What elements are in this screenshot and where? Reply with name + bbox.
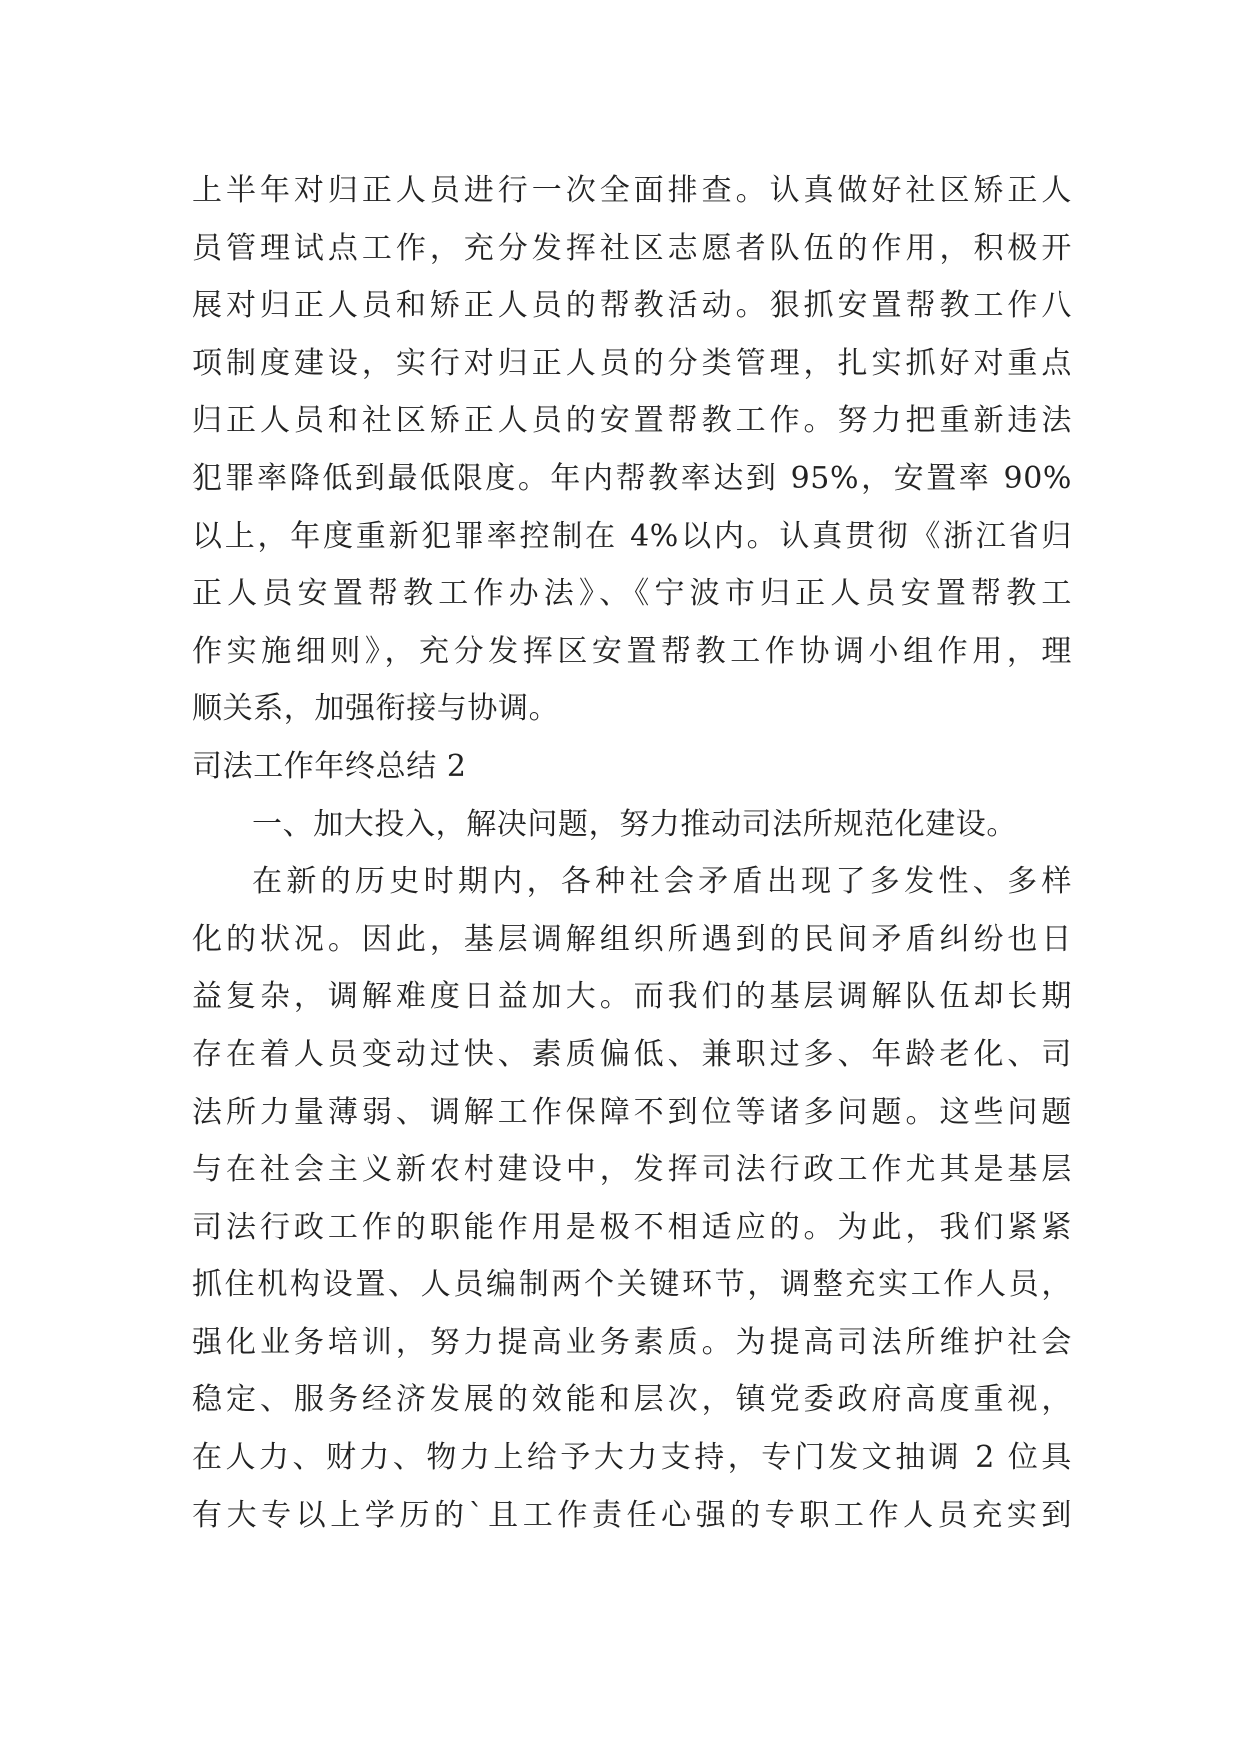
text-line: 存在着人员变动过快、素质偏低、兼职过多、年龄老化、司	[192, 1036, 1072, 1072]
text-line: 抓住机构设置、人员编制两个关键环节，调整充实工作人员，	[192, 1267, 1072, 1303]
text-line: 员管理试点工作，充分发挥社区志愿者队伍的作用，积极开	[192, 230, 1072, 266]
document-body	[192, 162, 1072, 1544]
text-line: 归正人员和社区矫正人员的安置帮教工作。努力把重新违法	[192, 403, 1072, 439]
text-line: 作实施细则》，充分发挥区安置帮教工作协调小组作用，理	[192, 633, 1072, 669]
text-line: 在人力、财力、物力上给予大力支持，专门发文抽调 2 位具	[192, 1440, 1072, 1476]
text-line: 与在社会主义新农村建设中，发挥司法行政工作尤其是基层	[192, 1152, 1072, 1188]
text-line: 在新的历史时期内，各种社会矛盾出现了多发性、多样	[252, 864, 1072, 900]
subheading: 一、加大投入，解决问题，努力推动司法所规范化建设。	[252, 806, 1017, 842]
section-heading: 司法工作年终总结 2	[192, 748, 467, 784]
text-line: 展对归正人员和矫正人员的帮教活动。狠抓安置帮教工作八	[192, 288, 1072, 324]
text-line: 有大专以上学历的`且工作责任心强的专职工作人员充实到	[192, 1497, 1072, 1533]
text-line: 益复杂，调解难度日益加大。而我们的基层调解队伍却长期	[192, 979, 1072, 1015]
text-line: 犯罪率降低到最低限度。年内帮教率达到 95%，安置率 90%	[192, 460, 1072, 496]
text-line: 项制度建设，实行对归正人员的分类管理，扎实抓好对重点	[192, 345, 1072, 381]
text-line: 以上，年度重新犯罪率控制在 4%以内。认真贯彻《浙江省归	[192, 518, 1072, 554]
text-line: 稳定、服务经济发展的效能和层次，镇党委政府高度重视，	[192, 1382, 1072, 1418]
text-line: 正人员安置帮教工作办法》、《宁波市归正人员安置帮教工	[192, 576, 1072, 612]
text-line: 司法行政工作的职能作用是极不相适应的。为此，我们紧紧	[192, 1209, 1072, 1245]
text-line: 顺关系，加强衔接与协调。	[192, 691, 560, 727]
text-line: 化的状况。因此，基层调解组织所遇到的民间矛盾纠纷也日	[192, 921, 1072, 957]
text-line: 上半年对归正人员进行一次全面排查。认真做好社区矫正人	[192, 173, 1072, 208]
text-line: 强化业务培训，努力提高业务素质。为提高司法所维护社会	[192, 1324, 1072, 1360]
text-line: 法所力量薄弱、调解工作保障不到位等诸多问题。这些问题	[192, 1094, 1072, 1130]
